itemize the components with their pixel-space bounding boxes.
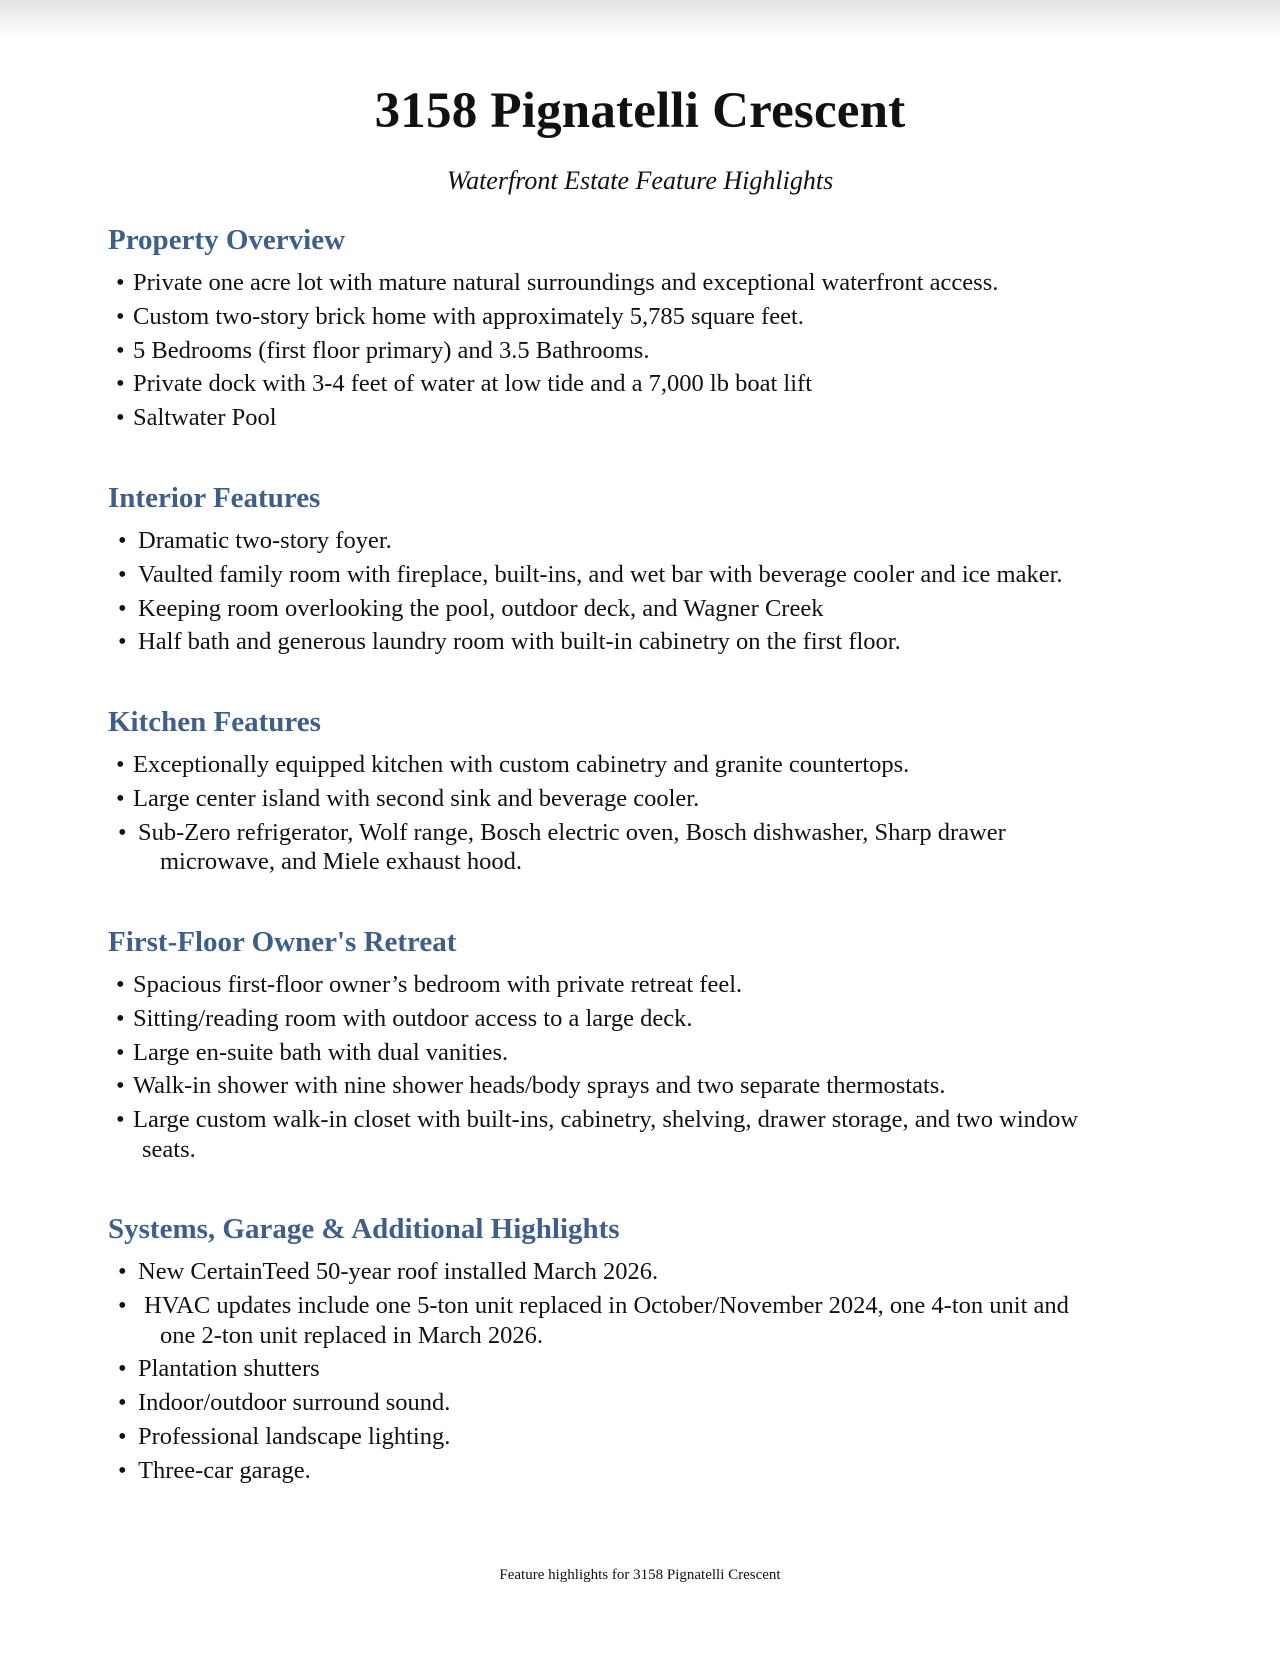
list-item: • HVAC updates include one 5-ton unit replaced in October/November 2024, one 4-ton unit and one 2-ton unit replaced in March 2026. [108, 1289, 1188, 1353]
list-item: • Large en-suite bath with dual vanities. [108, 1036, 1188, 1070]
section-heading: Interior Features [108, 482, 321, 514]
bullet-icon: • [116, 784, 125, 812]
list-item: • Sitting/reading room with outdoor access to a large deck. [108, 1002, 1188, 1036]
bullet-list [108, 1255, 1188, 1488]
bullet-list [108, 524, 1188, 659]
wrapped-line: microwave, and Miele exhaust hood. [160, 848, 522, 876]
list-item: • Spacious first-floor owner’s bedroom with private retreat feel. [108, 968, 1188, 1002]
section-kitchen-features [108, 702, 1188, 879]
list-item: • Keeping room overlooking the pool, outdoor deck, and Wagner Creek [108, 592, 1188, 626]
list-item: • Private one acre lot with mature natural surroundings and exceptional waterfront access. [108, 266, 1188, 300]
list-item: • Large custom walk-in closet with built-ins, cabinetry, shelving, drawer storage, and two window seats. [108, 1103, 1188, 1167]
bullet-icon: • [116, 1106, 125, 1134]
section-owners-retreat [108, 922, 1188, 1167]
bullet-icon: • [118, 1291, 127, 1319]
section-interior-features [108, 478, 1188, 659]
bullet-list [108, 748, 1188, 879]
bullet-icon: • [116, 971, 125, 998]
document-title: 3158 Pignatelli Crescent [374, 83, 906, 139]
list-item: • New CertainTeed 50-year roof installed March 2026. [108, 1255, 1188, 1289]
list-item: • Plantation shutters [108, 1352, 1188, 1386]
section-heading: Property Overview [108, 224, 346, 256]
document-subtitle: Waterfront Estate Feature Highlights [446, 166, 834, 195]
bullet-icon: • [116, 370, 125, 398]
bullet-icon: • [116, 1038, 125, 1066]
bullet-icon: • [116, 1072, 125, 1100]
bullet-icon: • [118, 594, 127, 622]
list-item: • Custom two-story brick home with approximately 5,785 square feet. [108, 300, 1188, 334]
list-item: • Saltwater Pool [108, 401, 1188, 435]
bullet-icon: • [118, 1422, 127, 1450]
list-item: • Professional landscape lighting. [108, 1420, 1188, 1454]
list-item: • Three-car garage. [108, 1454, 1188, 1488]
page-footer: Feature highlights for 3158 Pignatelli Crescent [499, 1567, 781, 1583]
bullet-list [108, 266, 1188, 435]
list-item: • Walk-in shower with nine shower heads/body sprays and two separate thermostats. [108, 1069, 1188, 1103]
list-item: • Indoor/outdoor surround sound. [108, 1386, 1188, 1420]
wrapped-line: one 2-ton unit replaced in March 2026. [160, 1321, 544, 1349]
bullet-icon: • [118, 1456, 127, 1484]
bullet-icon: • [118, 628, 127, 656]
bullet-list [108, 968, 1188, 1167]
bullet-icon: • [118, 1389, 127, 1417]
list-item: • Half bath and generous laundry room with built-in cabinetry on the first floor. [108, 625, 1188, 659]
bullet-icon: • [116, 269, 125, 296]
bullet-icon: • [116, 1004, 125, 1032]
list-item: • 5 Bedrooms (first floor primary) and 3.5 Bathrooms. [108, 334, 1188, 368]
bullet-icon: • [116, 751, 125, 778]
section-property-overview [108, 220, 1188, 435]
bullet-icon: • [116, 404, 125, 432]
list-item: • Vaulted family room with fireplace, built-ins, and wet bar with beverage cooler and ice maker. [108, 558, 1188, 592]
list-item: • Large center island with second sink and beverage cooler. [108, 782, 1188, 816]
list-item: • Dramatic two-story foyer. [108, 524, 1188, 558]
bullet-icon: • [118, 560, 127, 588]
bullet-icon: • [118, 527, 127, 554]
list-item: • Exceptionally equipped kitchen with custom cabinetry and granite countertops. [108, 748, 1188, 782]
bullet-icon: • [118, 1258, 127, 1285]
section-systems-garage [108, 1209, 1188, 1488]
bullet-icon: • [118, 1355, 127, 1383]
list-item: • Private dock with 3-4 feet of water at low tide and a 7,000 lb boat lift [108, 367, 1188, 401]
bullet-icon: • [118, 818, 127, 846]
bullet-icon: • [116, 336, 125, 364]
section-heading: Kitchen Features [108, 706, 321, 738]
section-heading: First-Floor Owner's Retreat [108, 926, 457, 958]
list-item: • Sub-Zero refrigerator, Wolf range, Bosch electric oven, Bosch dishwasher, Sharp drawer microwave, and Miele exhaust hood. [108, 816, 1188, 880]
bullet-icon: • [116, 302, 125, 330]
section-heading: Systems, Garage & Additional Highlights [108, 1213, 620, 1245]
wrapped-line: seats. [142, 1135, 196, 1163]
